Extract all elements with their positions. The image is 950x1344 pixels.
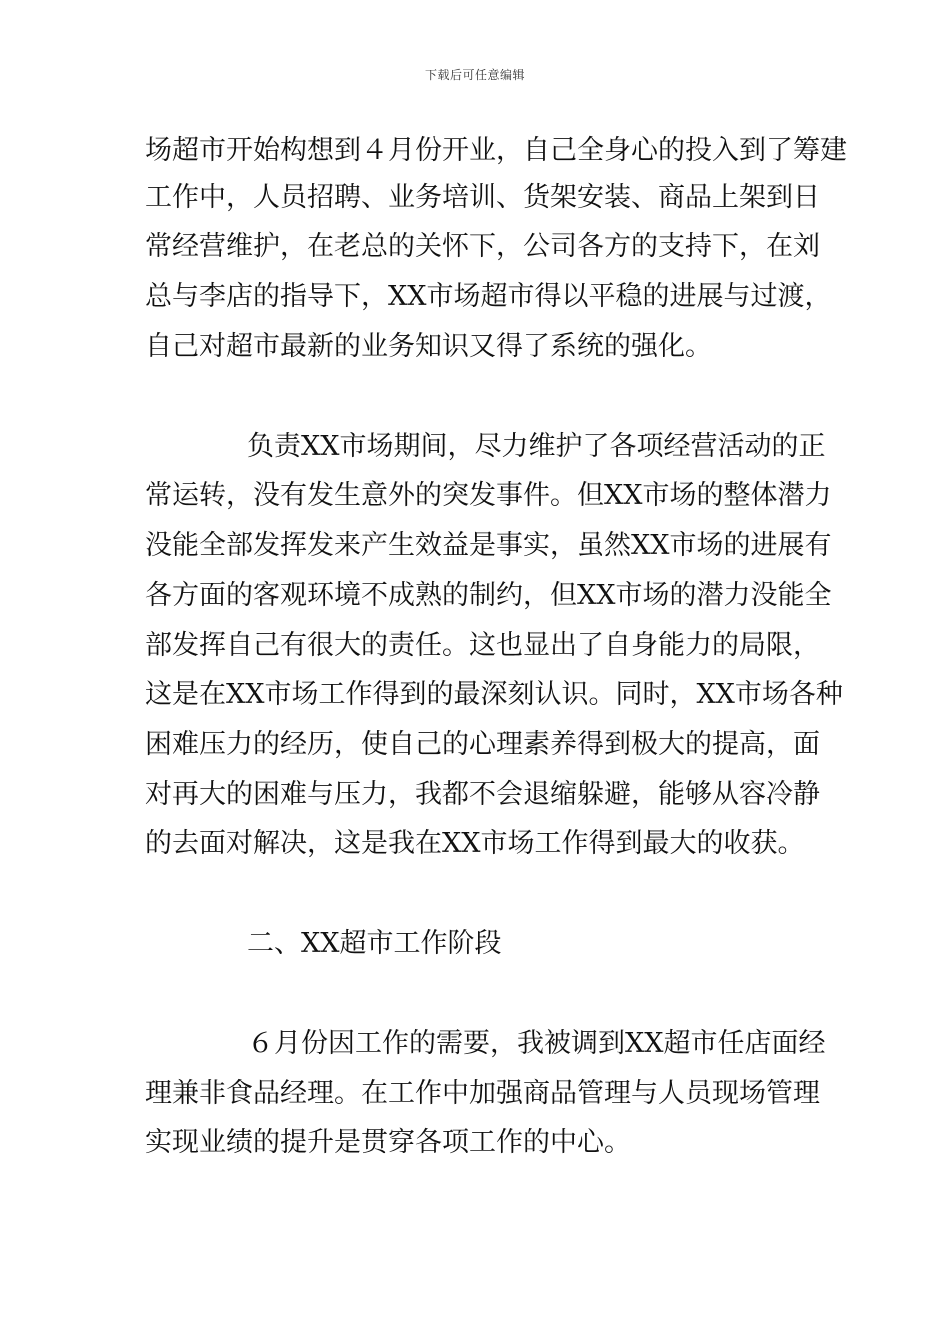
paragraph-line: 场超市开始构想到４月份开业，自己全身心的投入到了筹建	[145, 135, 847, 166]
paragraph-line: ６月份因工作的需要，我被调到XX超市任店面经	[247, 1028, 826, 1059]
paragraph-line: 各方面的客观环境不成熟的制约，但XX市场的潜力没能全	[145, 580, 832, 611]
paragraph-line: 这是在XX市场工作得到的最深刻认识。同时，XX市场各种	[145, 679, 843, 710]
paragraph-line: 困难压力的经历，使自己的心理素养得到极大的提高，面	[145, 729, 820, 760]
paragraph-line: 负责XX市场期间，尽力维护了各项经营活动的正	[247, 431, 826, 462]
paragraph-line: 部发挥自己有很大的责任。这也显出了自身能力的局限，	[145, 630, 820, 661]
paragraph-line: 常运转，没有发生意外的突发事件。但XX市场的整体潜力	[145, 480, 832, 511]
page-header: 下载后可任意编辑	[424, 68, 525, 82]
paragraph-line: 理兼非食品经理。在工作中加强商品管理与人员现场管理	[145, 1078, 820, 1109]
section-heading: 二、XX超市工作阶段	[247, 928, 502, 959]
paragraph-line: 常经营维护，在老总的关怀下，公司各方的支持下，在刘	[145, 231, 820, 262]
paragraph-line: 没能全部发挥发来产生效益是事实，虽然XX市场的进展有	[145, 530, 832, 561]
paragraph-line: 的去面对解决，这是我在XX市场工作得到最大的收获。	[145, 828, 805, 859]
paragraph-line: 对再大的困难与压力，我都不会退缩躲避，能够从容冷静	[145, 779, 820, 810]
paragraph-line: 工作中，人员招聘、业务培训、货架安装、商品上架到日	[145, 182, 820, 213]
paragraph-line: 总与李店的指导下，XX市场超市得以平稳的进展与过渡，	[145, 281, 832, 312]
paragraph-line: 实现业绩的提升是贯穿各项工作的中心。	[145, 1127, 631, 1158]
paragraph-line: 自己对超市最新的业务知识又得了系统的强化。	[145, 331, 712, 362]
